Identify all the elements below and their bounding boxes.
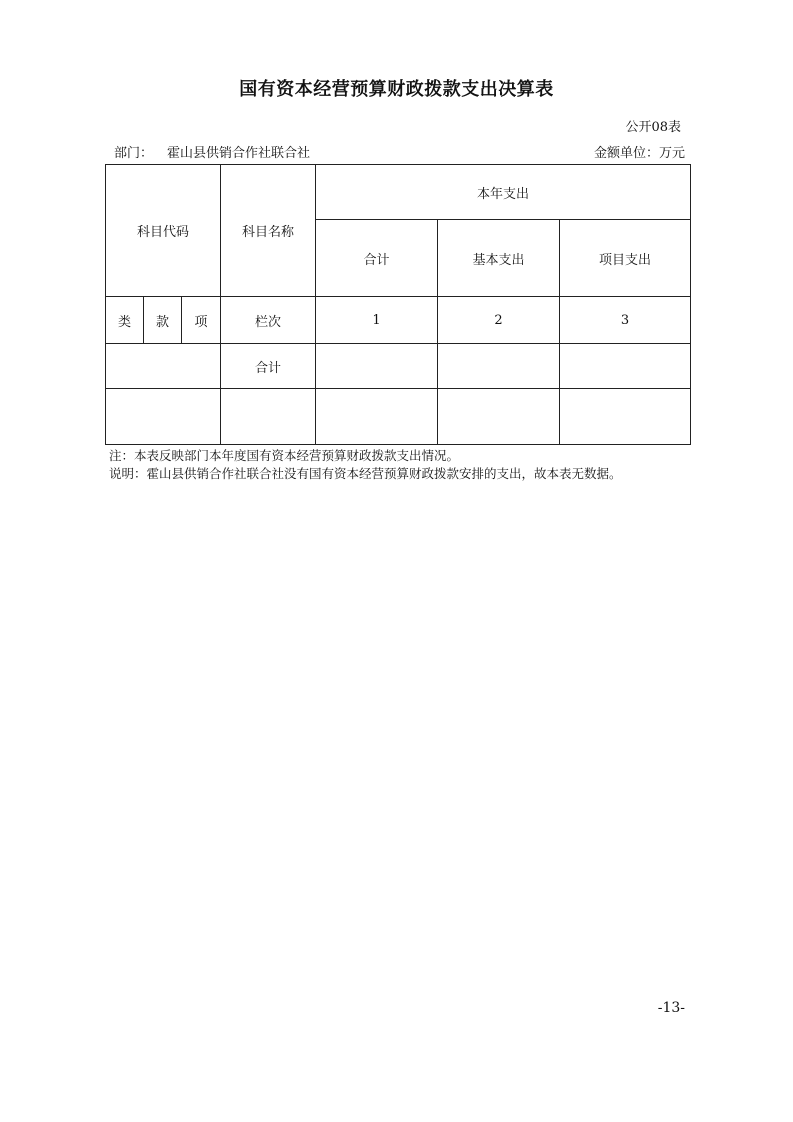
header-row-1 <box>106 165 691 220</box>
data-row-code-cell <box>106 389 221 445</box>
data-row-basic-cell <box>438 389 560 445</box>
total-row-label: 合计 <box>221 344 316 389</box>
expense-table <box>105 164 691 445</box>
total-row-code-cell <box>106 344 221 389</box>
department-label: 部门： <box>114 146 154 161</box>
explanation-line: 说明：霍山县供销合作社联合社没有国有资本经营预算财政拨款安排的支出，故本表无数据。 <box>109 466 622 481</box>
code-part-category: 类 <box>106 297 144 344</box>
total-row <box>106 344 691 389</box>
header-current-year-expense: 本年支出 <box>316 165 691 220</box>
empty-data-row <box>106 389 691 445</box>
department-name: 霍山县供销合作社联合社 <box>167 146 311 161</box>
header-project-expense: 项目支出 <box>560 220 691 297</box>
note-line: 注：本表反映部门本年度国有资本经营预算财政拨款支出情况。 <box>109 448 460 463</box>
page-number: -13- <box>657 1000 685 1016</box>
code-part-section: 款 <box>144 297 182 344</box>
code-part-item: 项 <box>182 297 221 344</box>
notes <box>109 447 622 483</box>
total-row-total-cell <box>316 344 438 389</box>
header-subject-name: 科目名称 <box>221 165 316 297</box>
column-number-3: 3 <box>560 297 691 344</box>
total-row-basic-cell <box>438 344 560 389</box>
header-basic-expense: 基本支出 <box>438 220 560 297</box>
total-row-project-cell <box>560 344 691 389</box>
data-row-project-cell <box>560 389 691 445</box>
header-subject-code: 科目代码 <box>106 165 221 297</box>
header-total: 合计 <box>316 220 438 297</box>
report-title: 国有资本经营预算财政拨款支出决算表 <box>239 79 554 100</box>
data-row-name-cell <box>221 389 316 445</box>
column-number-1: 1 <box>316 297 438 344</box>
row-label-column-index: 栏次 <box>221 297 316 344</box>
column-number-row <box>106 297 691 344</box>
data-row-total-cell <box>316 389 438 445</box>
form-code: 公开08表 <box>625 120 681 135</box>
department-line <box>114 142 310 161</box>
column-number-2: 2 <box>438 297 560 344</box>
amount-unit: 金额单位：万元 <box>593 146 685 161</box>
